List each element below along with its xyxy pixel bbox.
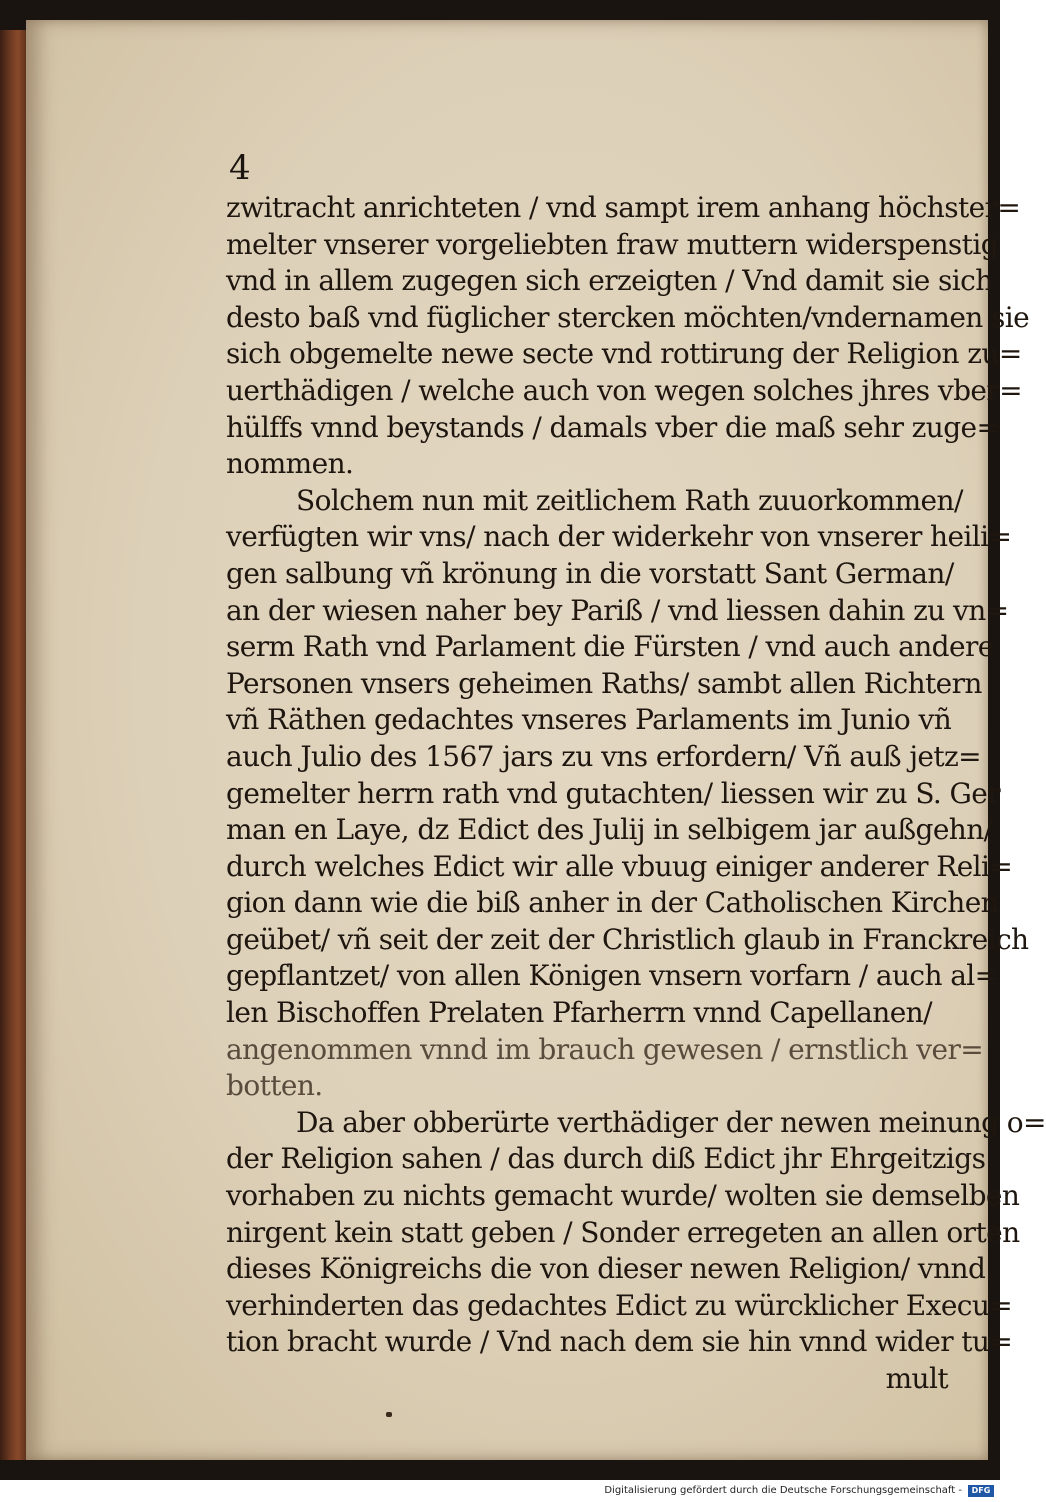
text-line: verhinderten das gedachtes Edict zu würcklicher Execu= (226, 1288, 1013, 1322)
text-line: botten. (226, 1069, 323, 1103)
text-line: sich obgemelte newe secte vnd rottirung der Religion zu= (226, 337, 1022, 371)
text-line: tion bracht wurde / Vnd nach dem sie hin vnnd wider tu= (226, 1325, 1013, 1359)
footer-bar (0, 1480, 1000, 1502)
paragraph-start-line: Da aber obberürte verthädiger der newen meinung o= (296, 1105, 1046, 1139)
text-line: nirgent kein statt geben / Sonder erregeten an allen orten (226, 1215, 1020, 1249)
catchword: mult (885, 1362, 948, 1395)
text-line: dieses Königreichs die von dieser newen Religion/ vnnd (226, 1252, 986, 1286)
text-line: an der wiesen naher bey Pariß / vnd liessen dahin zu vn= (226, 593, 1009, 627)
text-line: gemelter herrn rath vnd gutachten/ liessen wir zu S. Ger (226, 776, 1001, 810)
text-line: der Religion sahen / das durch diß Edict jhr Ehrgeitzigs (226, 1142, 986, 1176)
text-line: vnd in allem zugegen sich erzeigten / Vnd damit sie sich (226, 264, 993, 298)
text-line: vñ Räthen gedachtes vnseres Parlaments im Junio vñ (226, 703, 952, 737)
text-line: Personen vnsers geheimen Raths/ sambt allen Richtern (226, 666, 982, 700)
text-line: verfügten wir vns/ nach der widerkehr von vnserer heili= (226, 520, 1012, 554)
text-line: uerthädigen / welche auch von wegen solches jhres vber= (226, 373, 1023, 407)
text-line: gen salbung vñ krönung in die vorstatt Sant German/ (226, 556, 954, 590)
text-line: durch welches Edict wir alle vbuug einiger anderer Reli= (226, 849, 1013, 883)
text-line: man en Laye, dz Edict des Julij in selbigem jar außgehn/ (226, 813, 993, 847)
ink-speck (386, 1412, 392, 1417)
text-line: auch Julio des 1567 jars zu vns erfordern/ Vñ auß jetz= (226, 739, 982, 773)
dfg-logo-icon[interactable]: DFG (968, 1485, 994, 1497)
text-line: desto baß vnd füglicher stercken möchten/vndernamen sie (226, 300, 1030, 334)
text-line: zwitracht anrichteten / vnd sampt irem anhang höchster= (226, 191, 1021, 224)
text-line: hülffs vnnd beystands / damals vber die maß sehr zuge= (226, 410, 1000, 444)
text-line: serm Rath vnd Parlament die Fürsten / vnd auch andere (226, 630, 994, 664)
page-number: 4 (229, 148, 251, 188)
text-line: len Bischoffen Prelaten Pfarherrn vnnd Capellanen/ (226, 996, 932, 1030)
text-line: nommen. (226, 447, 354, 481)
text-line: melter vnserer vorgeliebten fraw muttern widerspenstig (226, 227, 999, 261)
text-line: angenommen vnnd im brauch gewesen / ernstlich ver= (226, 1032, 984, 1066)
book-page (26, 20, 1046, 1460)
text-line: gion dann wie die biß anher in der Catholischen Kirchen (226, 886, 999, 920)
text-line: geübet/ vñ seit der zeit der Christlich glaub in Franckreich (226, 922, 1029, 956)
paragraph-start-line: Solchem nun mit zeitlichem Rath zuuorkommen/ (296, 483, 963, 517)
text-line: vorhaben zu nichts gemacht wurde/ wolten sie demselben (226, 1179, 1020, 1213)
text-line: gepflantzet/ von allen Königen vnsern vorfarn / auch al= (226, 959, 998, 993)
funding-notice: Digitalisierung gefördert durch die Deutsche Forschungsgemeinschaft - (604, 1485, 962, 1496)
page-text-block (226, 190, 1046, 1398)
